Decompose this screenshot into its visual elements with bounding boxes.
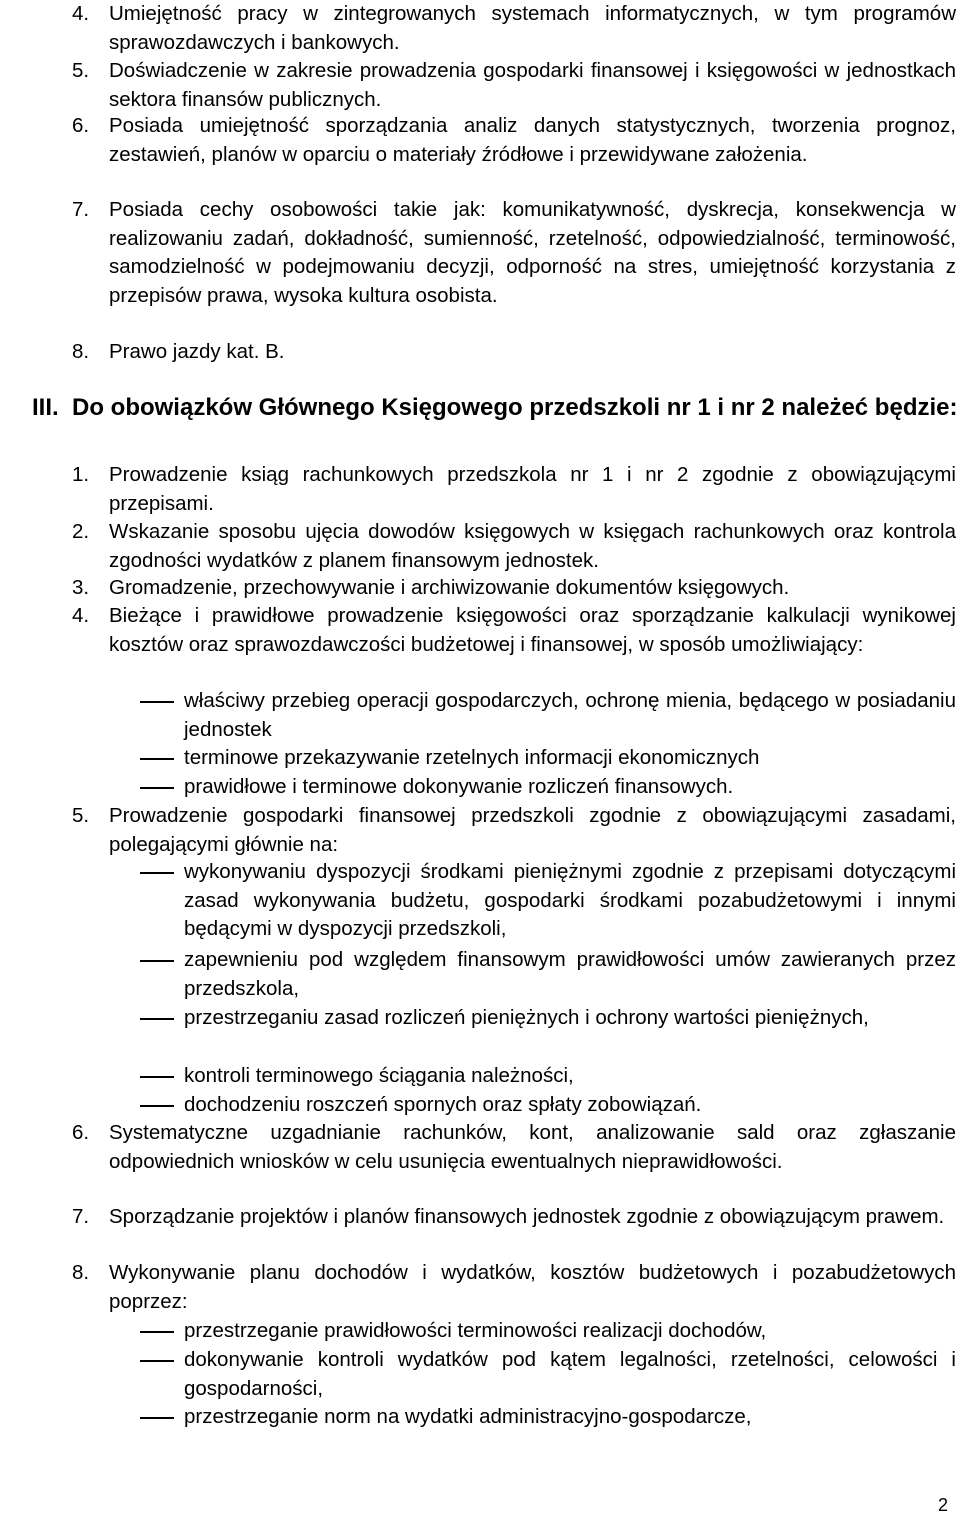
duty-8-subitem-1 xyxy=(140,1317,956,1346)
duty-5-subitem-4 xyxy=(140,1062,956,1091)
duty-4-subitem-3 xyxy=(140,773,956,802)
dash-bullet xyxy=(140,1360,174,1362)
item-number: 5. xyxy=(72,804,90,827)
section-number: III. xyxy=(32,394,59,421)
duty-5-subitem-1 xyxy=(140,858,956,944)
duty-item-3 xyxy=(72,574,956,603)
duty-5-subitem-3 xyxy=(140,1004,956,1033)
dash-bullet xyxy=(140,701,174,703)
item-text: Gromadzenie, przechowywanie i archiwizowanie dokumentów księgowych. xyxy=(109,576,790,599)
qualification-item-4 xyxy=(72,0,956,57)
item-text: Sporządzanie projektów i planów finansowych jednostek zgodnie z obowiązującym prawem. xyxy=(109,1205,945,1228)
subitem-text: dokonywanie kontroli wydatków pod kątem legalności, rzetelności, celowości i gospodarności, xyxy=(184,1348,956,1400)
item-number: 4. xyxy=(72,604,90,627)
item-number: 7. xyxy=(72,198,90,221)
item-text: Prowadzenie gospodarki finansowej przedszkoli zgodnie z obowiązującymi zasadami, polegającymi głównie na: xyxy=(109,804,956,856)
item-number: 8. xyxy=(72,1261,90,1284)
subitem-text: terminowe przekazywanie rzetelnych informacji ekonomicznych xyxy=(184,746,760,769)
subitem-text: przestrzeganie norm na wydatki administracyjno-gospodarcze, xyxy=(184,1405,752,1428)
subitem-text: dochodzeniu roszczeń spornych oraz spłaty zobowiązań. xyxy=(184,1093,702,1116)
subitem-text: wykonywaniu dyspozycji środkami pieniężnymi zgodnie z przepisami dotyczącymi zasad wykonywania budżetu, gospodarki środkami pozabudżetowymi i innymi będącymi w dyspozycji przedszkoli, xyxy=(184,860,956,940)
section-heading xyxy=(72,393,960,423)
dash-bullet xyxy=(140,1417,174,1419)
item-number: 2. xyxy=(72,520,90,543)
page-number: 2 xyxy=(938,1495,949,1515)
duty-4-subitem-1 xyxy=(140,687,956,744)
item-number: 8. xyxy=(72,340,90,363)
item-number: 6. xyxy=(72,114,90,137)
duty-5-subitem-2 xyxy=(140,946,956,1003)
subitem-text: przestrzeganiu zasad rozliczeń pieniężnych i ochrony wartości pieniężnych, xyxy=(184,1006,869,1029)
duty-8-subitem-3 xyxy=(140,1403,956,1432)
subitem-text: kontroli terminowego ściągania należności, xyxy=(184,1064,574,1087)
dash-bullet xyxy=(140,1018,174,1020)
item-text: Prowadzenie ksiąg rachunkowych przedszkola nr 1 i nr 2 zgodnie z obowiązującymi przepisami. xyxy=(109,463,956,515)
item-text: Bieżące i prawidłowe prowadzenie księgowości oraz sporządzanie kalkulacji wynikowej kosztów oraz sprawozdawczości budżetowej i finansowej, w sposób umożliwiający: xyxy=(109,604,956,656)
duty-item-2 xyxy=(72,518,956,575)
subitem-text: właściwy przebieg operacji gospodarczych, ochronę mienia, będącego w posiadaniu jednostek xyxy=(184,689,956,741)
qualification-item-6 xyxy=(72,112,956,169)
item-text: Umiejętność pracy w zintegrowanych systemach informatycznych, w tym programów sprawozdawczych i bankowych. xyxy=(109,2,956,54)
item-text: Posiada umiejętność sporządzania analiz danych statystycznych, tworzenia prognoz, zestawień, planów w oparciu o materiały źródłowe i przewidywane założenia. xyxy=(109,114,956,166)
qualification-item-7 xyxy=(72,196,956,310)
dash-bullet xyxy=(140,1076,174,1078)
item-number: 4. xyxy=(72,2,90,25)
duty-5-subitem-5 xyxy=(140,1091,956,1120)
dash-bullet xyxy=(140,872,174,874)
qualification-item-5 xyxy=(72,57,956,114)
subitem-text: przestrzeganie prawidłowości terminowości realizacji dochodów, xyxy=(184,1319,767,1342)
item-text: Prawo jazdy kat. B. xyxy=(109,340,285,363)
item-number: 3. xyxy=(72,576,90,599)
item-number: 1. xyxy=(72,463,90,486)
qualification-item-8 xyxy=(72,338,956,367)
dash-bullet xyxy=(140,960,174,962)
duty-item-1 xyxy=(72,461,956,518)
section-title: Do obowiązków Głównego Księgowego przedszkoli nr 1 i nr 2 należeć będzie: xyxy=(72,394,958,421)
duty-item-4 xyxy=(72,602,956,659)
dash-bullet xyxy=(140,758,174,760)
item-text: Doświadczenie w zakresie prowadzenia gospodarki finansowej i księgowości w jednostkach sektora finansów publicznych. xyxy=(109,59,956,111)
item-text: Systematyczne uzgadnianie rachunków, kont, analizowanie sald oraz zgłaszanie odpowiednich wniosków w celu usunięcia ewentualnych nieprawidłowości. xyxy=(109,1121,956,1173)
dash-bullet xyxy=(140,1105,174,1107)
dash-bullet xyxy=(140,787,174,789)
duty-8-subitem-2 xyxy=(140,1346,956,1403)
item-text: Wykonywanie planu dochodów i wydatków, kosztów budżetowych i pozabudżetowych poprzez: xyxy=(109,1261,956,1313)
item-number: 5. xyxy=(72,59,90,82)
dash-bullet xyxy=(140,1331,174,1333)
duty-item-6 xyxy=(72,1119,956,1176)
item-number: 6. xyxy=(72,1121,90,1144)
item-number: 7. xyxy=(72,1205,90,1228)
duty-item-8 xyxy=(72,1259,956,1316)
item-text: Posiada cechy osobowości takie jak: komunikatywność, dyskrecja, konsekwencja w realizowaniu zadań, dokładność, sumienność, rzetelność, odpowiedzialność, terminowość, samodzielność w podejmowaniu decyzji, odporność na stres, umiejętność korzystania z przepisów prawa, wysoka kultura osobista. xyxy=(109,198,956,307)
item-text: Wskazanie sposobu ujęcia dowodów księgowych w księgach rachunkowych oraz kontrola zgodności wydatków z planem finansowym jednostek. xyxy=(109,520,956,572)
duty-item-5 xyxy=(72,802,956,859)
subitem-text: zapewnieniu pod względem finansowym prawidłowości umów zawieranych przez przedszkola, xyxy=(184,948,956,1000)
duty-item-7 xyxy=(72,1203,956,1232)
subitem-text: prawidłowe i terminowe dokonywanie rozliczeń finansowych. xyxy=(184,775,734,798)
duty-4-subitem-2 xyxy=(140,744,956,773)
